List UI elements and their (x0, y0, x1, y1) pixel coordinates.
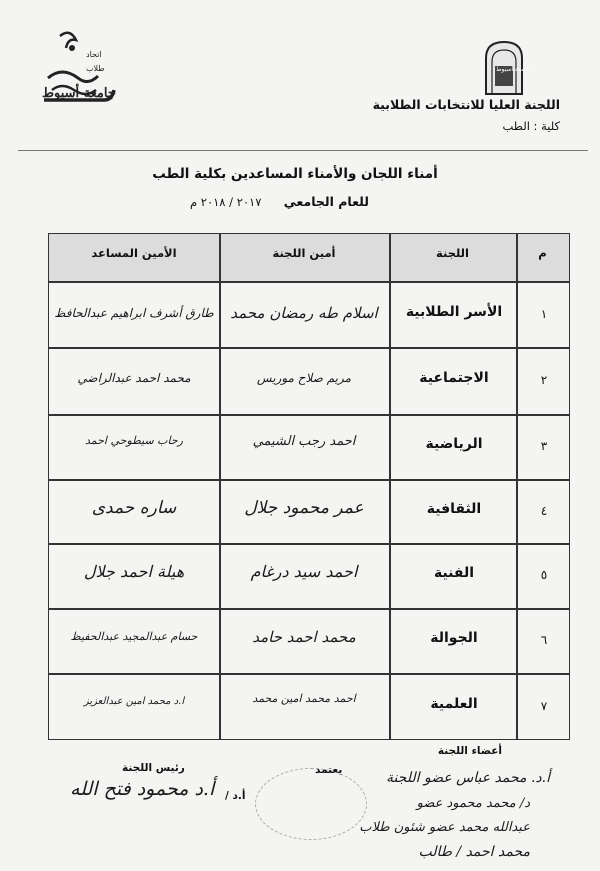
grid-line (49, 543, 569, 545)
committee-name: الثقافية (426, 501, 482, 517)
grid-line (49, 281, 569, 283)
assistant-name: هيلة احمد جلال (83, 562, 185, 581)
row-number: ١ (540, 307, 548, 321)
member-signature: محمد احمد / طالب (418, 844, 530, 860)
academic-year-line (190, 194, 369, 209)
assistant-name: رحاب سيطوحي احمد (84, 434, 183, 447)
logo-text-mid: طلاب (86, 64, 105, 73)
table-header-row (49, 234, 569, 281)
row-number: ٥ (540, 568, 548, 582)
assistant-name: طارق أشرف ابراهيم عبدالحافظ (54, 306, 214, 320)
approved-label: يعتمد (315, 764, 343, 776)
assistant-name: ا.د محمد امين عبدالعزيز (83, 696, 185, 707)
year-label: للعام الجامعي (283, 194, 369, 209)
grid-line (49, 608, 569, 610)
committees-table (48, 233, 570, 740)
secretary-name: احمد رجب الشيمي (252, 434, 356, 449)
header-divider (18, 150, 588, 151)
chair-label: رئيس اللجنة (122, 762, 185, 774)
committee-name: العلمية (430, 696, 478, 712)
assistant-name: حسام عبدالمجيد عبدالحفيظ (70, 630, 198, 643)
secretary-name: احمد محمد امين محمد (252, 692, 356, 705)
row-number: ٢ (540, 373, 548, 387)
assistant-name: ساره حمدى (91, 498, 177, 518)
header-committee: اللجنة (436, 246, 469, 260)
row-number: ٣ (540, 439, 548, 453)
university-logo (470, 40, 542, 96)
chair-prefix: أ.د / (225, 790, 246, 802)
faculty-label: كلية : الطب (502, 119, 560, 133)
committee-name: الاجتماعية (419, 370, 489, 386)
committee-name: الرياضية (425, 436, 483, 452)
assistant-name: محمد احمد عبدالراضي (77, 371, 191, 385)
student-union-logo (38, 28, 120, 112)
member-signature: أ.د. محمد عباس عضو اللجنة (385, 770, 550, 786)
committee-name: الأسر الطلابية (405, 304, 503, 320)
secretary-name: محمد احمد حامد (252, 628, 356, 646)
logo-text-bottom: جامعة أسيوط (42, 86, 116, 101)
document-title: أمناء اللجان والأمناء المساعدين بكلية الطب (152, 166, 438, 182)
header-num: م (538, 246, 547, 260)
secretary-name: احمد سيد درغام (250, 562, 358, 581)
header-assistant: الأمين المساعد (91, 246, 177, 260)
row-number: ٧ (540, 699, 548, 713)
grid-line (49, 347, 569, 349)
committee-name: الجوالة (430, 630, 478, 646)
grid-line (49, 673, 569, 675)
grid-line (49, 479, 569, 481)
member-signature: د/ محمد محمود عضو (416, 796, 530, 811)
secretary-name: عمر محمود جلال (244, 498, 364, 518)
row-number: ٤ (540, 504, 548, 518)
chair-signature: أ.د محمود فتح الله (70, 778, 215, 800)
grid-line (49, 414, 569, 416)
header-secretary: أمين اللجنة (272, 246, 336, 260)
committee-title: اللجنة العليا للانتخابات الطلابية (372, 97, 560, 112)
committee-name: الفنية (433, 565, 475, 581)
secretary-name: اسلام طه رمضان محمد (230, 304, 378, 322)
year-value: ٢٠١٧ / ٢٠١٨ م (190, 195, 262, 209)
secretary-name: مريم صلاح موريس (256, 371, 352, 385)
logo-text-top: اتحاد (86, 50, 102, 59)
member-signature: عبدالله محمد عضو شئون طلاب (359, 820, 530, 835)
university-logo-text: جامعة أسيوط (496, 66, 530, 73)
members-label: أعضاء اللجنة (437, 745, 502, 757)
row-number: ٦ (540, 633, 548, 647)
